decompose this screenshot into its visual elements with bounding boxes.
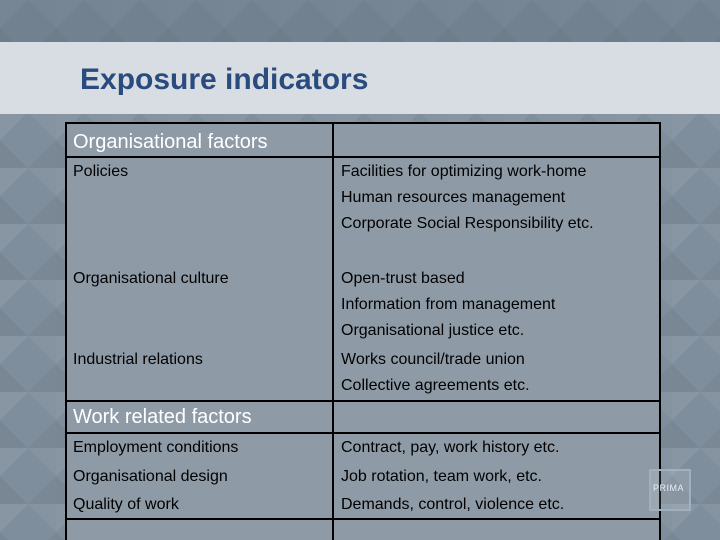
detail-line: Information from management: [341, 296, 556, 313]
detail-line: Open-trust based: [341, 270, 465, 287]
row-divider: [67, 156, 659, 158]
factor-details: [341, 347, 530, 399]
factor-details: [341, 266, 555, 344]
detail-line: Works council/trade union: [341, 351, 525, 368]
detail-line: Human resources management: [341, 189, 566, 206]
factor-details: [341, 492, 564, 518]
column-divider: [332, 124, 334, 540]
detail-line: Facilities for optimizing work-home: [341, 163, 587, 180]
row-divider: [67, 518, 659, 520]
factor-label: Quality of work: [73, 496, 179, 513]
factor-label: Organisational culture: [73, 270, 229, 287]
detail-line: Corporate Social Responsibility etc.: [341, 215, 594, 232]
factor-label: Industrial relations: [73, 351, 203, 368]
detail-line: Demands, control, violence etc.: [341, 496, 565, 513]
detail-line: Contract, pay, work history etc.: [341, 439, 560, 456]
factor-label: Organisational design: [73, 468, 228, 485]
factor-details: [341, 464, 542, 490]
top-decor-strip: [0, 0, 720, 42]
logo-text: PRIMA: [653, 483, 685, 493]
factor-label: Employment conditions: [73, 439, 239, 456]
section-heading-organisational: Organisational factors: [73, 131, 268, 153]
factor-label: Policies: [73, 163, 129, 180]
detail-line: Organisational justice etc.: [341, 322, 525, 339]
detail-line: Job rotation, team work, etc.: [341, 468, 542, 485]
section-heading-work-related: Work related factors: [73, 406, 252, 428]
detail-line: Collective agreements etc.: [341, 377, 530, 394]
prima-logo: [649, 469, 691, 511]
exposure-table: [65, 122, 661, 540]
factor-details: [341, 159, 594, 237]
factor-details: [341, 435, 559, 461]
slide-title: Exposure indicators: [80, 63, 369, 96]
row-divider: [67, 400, 659, 402]
row-divider: [67, 432, 659, 434]
